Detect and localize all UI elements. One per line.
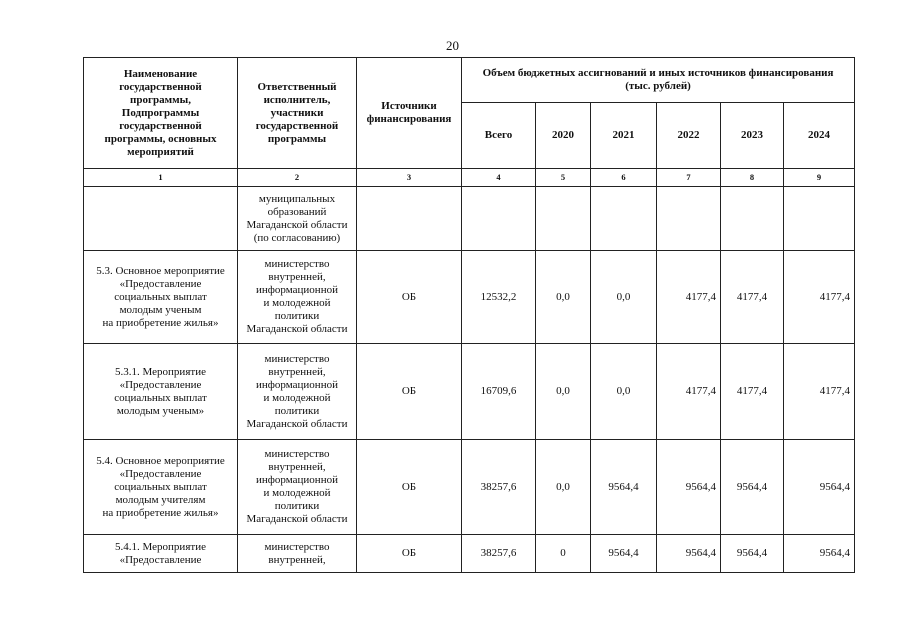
row-name: 5.3. Основное мероприятие «Предоставление социальных выплат молодым ученым на приобретение жилья» bbox=[84, 251, 238, 344]
row-source: ОБ bbox=[357, 251, 462, 344]
row-value: 4177,4 bbox=[657, 251, 721, 344]
row-value: 9564,4 bbox=[784, 440, 855, 535]
column-number: 5 bbox=[536, 169, 591, 187]
row-total: 38257,6 bbox=[462, 535, 536, 573]
header-year: 2022 bbox=[657, 103, 721, 169]
row-total: 16709,6 bbox=[462, 344, 536, 440]
row-executor: министерство внутренней, информационной и молодежной политики Магаданской области bbox=[238, 251, 357, 344]
row-value: 4177,4 bbox=[657, 344, 721, 440]
row-source: ОБ bbox=[357, 344, 462, 440]
column-number: 8 bbox=[721, 169, 784, 187]
row-total: 12532,2 bbox=[462, 251, 536, 344]
row-value: 0,0 bbox=[536, 344, 591, 440]
column-number: 9 bbox=[784, 169, 855, 187]
row-name: 5.3.1. Мероприятие «Предоставление социальных выплат молодым ученым» bbox=[84, 344, 238, 440]
column-number: 1 bbox=[84, 169, 238, 187]
page-number: 20 bbox=[446, 38, 459, 53]
row-name: 5.4. Основное мероприятие «Предоставление социальных выплат молодым учителям на приобретение жилья» bbox=[84, 440, 238, 535]
row-value: 0,0 bbox=[591, 251, 657, 344]
header-sources: Источники финансирования bbox=[357, 58, 462, 169]
row-value: 9564,4 bbox=[591, 535, 657, 573]
row-value: 4177,4 bbox=[784, 344, 855, 440]
table-row bbox=[84, 440, 855, 535]
table-row bbox=[84, 344, 855, 440]
column-number: 4 bbox=[462, 169, 536, 187]
row-value bbox=[591, 187, 657, 251]
table-row bbox=[84, 251, 855, 344]
row-source: ОБ bbox=[357, 440, 462, 535]
table-header bbox=[84, 58, 855, 169]
header-year: 2023 bbox=[721, 103, 784, 169]
row-value: 9564,4 bbox=[657, 440, 721, 535]
row-value bbox=[536, 187, 591, 251]
row-executor: министерство внутренней, информационной и молодежной политики Магаданской области bbox=[238, 440, 357, 535]
column-number: 6 bbox=[591, 169, 657, 187]
table-row bbox=[84, 535, 855, 573]
row-value: 4177,4 bbox=[721, 344, 784, 440]
row-value: 9564,4 bbox=[721, 440, 784, 535]
row-value: 9564,4 bbox=[784, 535, 855, 573]
header-year: 2021 bbox=[591, 103, 657, 169]
funding-table bbox=[83, 57, 855, 573]
header-total: Всего bbox=[462, 103, 536, 169]
header-year: 2024 bbox=[784, 103, 855, 169]
row-value: 0 bbox=[536, 535, 591, 573]
column-number: 3 bbox=[357, 169, 462, 187]
row-value: 0,0 bbox=[536, 251, 591, 344]
column-number: 2 bbox=[238, 169, 357, 187]
row-name: 5.4.1. Мероприятие «Предоставление bbox=[84, 535, 238, 573]
row-value: 0,0 bbox=[591, 344, 657, 440]
row-value bbox=[721, 187, 784, 251]
header-budget-group: Объем бюджетных ассигнований и иных источников финансирования (тыс. рублей) bbox=[462, 58, 855, 103]
row-source: ОБ bbox=[357, 535, 462, 573]
row-total bbox=[462, 187, 536, 251]
row-value: 9564,4 bbox=[591, 440, 657, 535]
row-total: 38257,6 bbox=[462, 440, 536, 535]
row-executor: министерство внутренней, информационной и молодежной политики Магаданской области bbox=[238, 344, 357, 440]
row-name bbox=[84, 187, 238, 251]
table-row bbox=[84, 187, 855, 251]
row-value: 4177,4 bbox=[784, 251, 855, 344]
column-numbers-row bbox=[84, 169, 855, 187]
row-executor: министерство внутренней, bbox=[238, 535, 357, 573]
row-value: 9564,4 bbox=[657, 535, 721, 573]
row-source bbox=[357, 187, 462, 251]
row-value bbox=[784, 187, 855, 251]
row-executor: муниципальных образований Магаданской области (по согласованию) bbox=[238, 187, 357, 251]
row-value: 9564,4 bbox=[721, 535, 784, 573]
row-value bbox=[657, 187, 721, 251]
column-number: 7 bbox=[657, 169, 721, 187]
row-value: 0,0 bbox=[536, 440, 591, 535]
row-value: 4177,4 bbox=[721, 251, 784, 344]
header-executor: Ответственный исполнитель, участники государственной программы bbox=[238, 58, 357, 169]
header-name: Наименование государственной программы, Подпрограммы государственной программы, основных мероприятий bbox=[84, 58, 238, 169]
header-year: 2020 bbox=[536, 103, 591, 169]
